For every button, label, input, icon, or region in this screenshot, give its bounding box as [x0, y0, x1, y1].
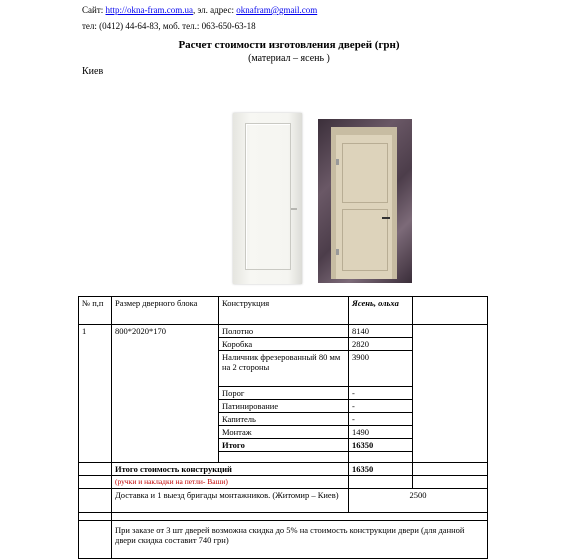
city: Киев: [82, 66, 104, 77]
cost-table: [78, 296, 488, 559]
row-size: 800*2020*170: [112, 325, 219, 463]
empty-cell: [219, 452, 349, 463]
empty-cell: [79, 489, 112, 513]
header-num: № п,п: [79, 297, 112, 325]
item-value: 16350: [349, 439, 413, 452]
item-name: Патинирование: [219, 400, 349, 413]
item-value: 1490: [349, 426, 413, 439]
header-size: Размер дверного блока: [112, 297, 219, 325]
item-name: Наличник фрезерованный 80 мм на 2 стороны: [219, 351, 349, 387]
discount-row: [79, 521, 488, 559]
empty-cell: [349, 452, 413, 463]
empty-cell: [79, 513, 112, 521]
phones: тел: (0412) 44-64-83, моб. тел.: 063-650-63-18: [82, 21, 256, 31]
empty-cell: [413, 476, 488, 489]
item-name: Капитель: [219, 413, 349, 426]
item-name: Итого: [219, 439, 349, 452]
table-header-row: [79, 297, 488, 325]
door-upper-panel: [342, 143, 388, 203]
empty-cell: [79, 521, 112, 559]
item-value: 8140: [349, 325, 413, 338]
item-name: Полотно: [219, 325, 349, 338]
door-knob: [382, 217, 390, 219]
item-name: Монтаж: [219, 426, 349, 439]
white-door-image: [233, 113, 302, 284]
site-label: Сайт:: [82, 5, 104, 15]
item-value: -: [349, 387, 413, 400]
delivery-value: 2500: [349, 489, 488, 513]
item-name: Коробка: [219, 338, 349, 351]
email-link[interactable]: oknafram@gmail.com: [236, 5, 318, 15]
item-value: -: [349, 413, 413, 426]
empty-cell: [349, 476, 413, 489]
item-value: -: [349, 400, 413, 413]
item-name: Порог: [219, 387, 349, 400]
door-hinge-bottom: [336, 249, 339, 255]
delivery-label: Доставка и 1 выезд бригады монтажников. (Житомир – Киев): [112, 489, 349, 513]
empty-cell: [413, 463, 488, 476]
total-value: 16350: [349, 463, 413, 476]
total-row: [79, 463, 488, 476]
door-handle: [291, 208, 297, 210]
accessories-note: (ручки и накладки на петли- Ваши): [112, 476, 349, 489]
page-subtitle: (материал – ясень ): [248, 53, 330, 64]
discount-text: При заказе от 3 шт дверей возможна скидка до 5% на стоимость конструкции двери (для данной двери скидка составит 740 грн): [112, 521, 488, 559]
row-num: 1: [79, 325, 112, 463]
site-link[interactable]: http://okna-fram.com.ua: [105, 5, 193, 15]
extra-column: [413, 325, 488, 463]
note-row: [79, 476, 488, 489]
item-value: 2820: [349, 338, 413, 351]
empty-cell: [79, 463, 112, 476]
delivery-row: [79, 489, 488, 513]
empty-cell: [112, 513, 488, 521]
header-material: Ясень, ольха: [349, 297, 413, 325]
spacer-row: [79, 513, 488, 521]
table-row: [79, 325, 488, 338]
door-panel: [245, 123, 291, 270]
header-empty: [413, 297, 488, 325]
empty-cell: [79, 476, 112, 489]
address-label: , эл. адрес:: [192, 5, 234, 15]
door-hinge-top: [336, 159, 339, 165]
header-construction: Конструкция: [219, 297, 349, 325]
header-site-line: [82, 5, 317, 15]
item-value: 3900: [349, 351, 413, 387]
total-label: Итого стоимость конструкций: [112, 463, 349, 476]
page-title: Расчет стоимости изготовления дверей (грн): [178, 39, 400, 51]
installed-door-photo: [318, 119, 412, 283]
